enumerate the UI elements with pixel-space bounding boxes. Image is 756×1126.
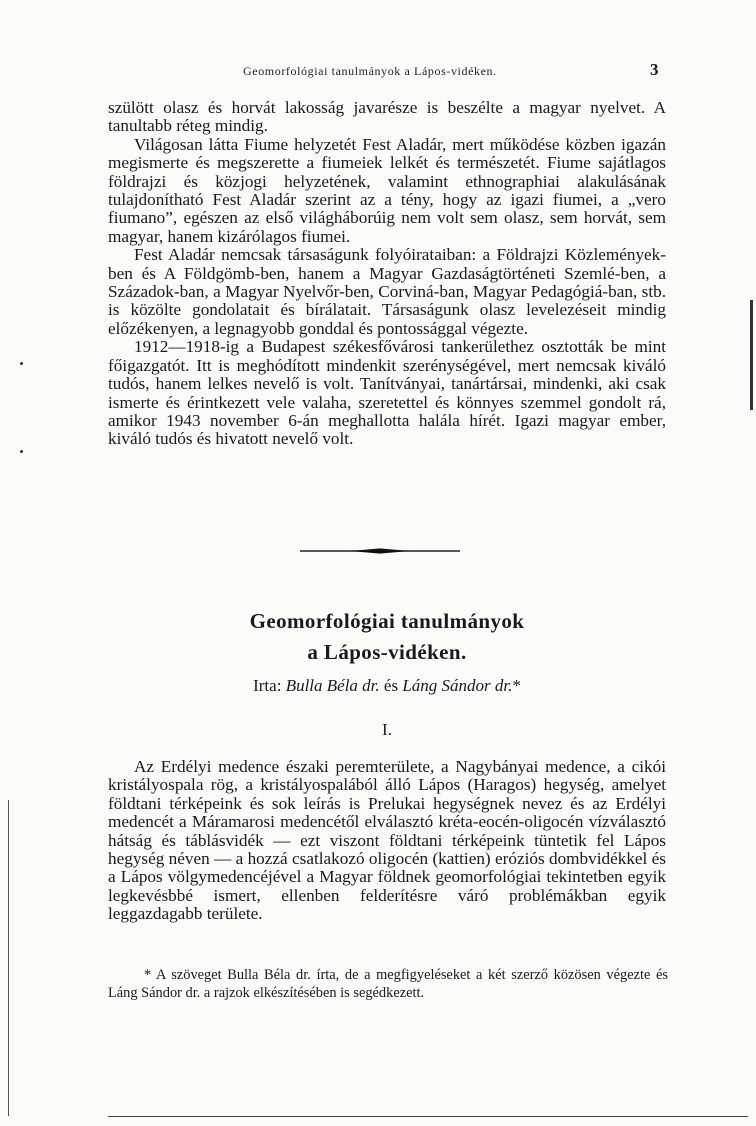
footnote-text: * A szöveget Bulla Béla dr. írta, de a megfigyeléseket a két szerző közösen végezte és Láng Sándor dr. a rajzok elkészítésében is segédkezett. [108, 967, 668, 1001]
scan-mark [20, 362, 23, 365]
paragraph: Fest Aladár nemcsak társaságunk folyóirataiban: a Földrajzi Közlemények-ben és A Földgömb-ben, hanem a Magyar Gazdaságtörténeti Szemlé-ben, a Századok-ban, a Magyar Nyelvőr-ben, Corviná-ban, Magyar Pedagógiá-ban, stb. is közölte gondolatait és bírálatait. Társaságunk olasz levelezéseit mindig előzékenyen, a legnagyobb gonddal és pontossággal végezte. [108, 245, 666, 338]
author-name: Láng Sándor dr. [402, 676, 513, 695]
article-text [108, 758, 666, 924]
scan-edge-line [108, 1116, 748, 1117]
section-number: I. [382, 720, 392, 739]
page-number: 3 [650, 60, 659, 79]
author-name: Bulla Béla dr. [285, 676, 380, 695]
scan-mark [20, 450, 23, 453]
article-title-line: Geomorfológiai tanulmányok [249, 609, 525, 633]
footnote-mark: * [512, 676, 521, 695]
paragraph: 1912—1918-ig a Budapest székesfővárosi tankerülethez osztották be mint főigazgatót. Itt is meghódított mindenkit szerénységével, mert nemcsak kiváló tudós, hanem lelkes nevelő is volt. Tanítványai, tanártársai, mindenki, aki csak ismerte és érintkezett vele valaha, szeretettel és könnyes szemmel gondolt rá, amikor 1943 november 6-án meghallotta halála hírét. Igazi magyar ember, kiváló tudós és hivatott nevelő volt. [108, 337, 666, 449]
paragraph: szülött olasz és horvát lakosság javarésze is beszélte a magyar nyelvet. A tanultabb réteg mindig. [108, 98, 666, 136]
footnote [108, 966, 668, 1002]
paragraph: Világosan látta Fiume helyzetét Fest Aladár, mert működése közben igazán megismerte és megszerette a fiumeiek lelkét és természetét. Fiume sajátlagos földrajzi és közjogi helyzetének, valamint ethnographiai alakulásának tulajdonítható Fest Aladár szerint az a tény, hogy az igazi fiumei, a „vero fiumano”, egészen az első világháborúig nem volt sem olasz, sem horvát, sem magyar, hanem kizárólagos fiumei. [108, 134, 666, 246]
section-divider [300, 548, 460, 554]
byline [108, 676, 666, 696]
obituary-text [108, 99, 666, 449]
article-title-line: a Lápos-vidéken. [307, 640, 467, 664]
running-title: Geomorfológiai tanulmányok a Lápos-vidéken. [243, 64, 497, 78]
byline-prefix: Irta: [253, 676, 282, 695]
article-title [108, 606, 666, 668]
scan-edge-line [8, 800, 9, 1116]
scan-mark [750, 300, 753, 410]
byline-conjunction: és [383, 676, 399, 695]
paragraph: Az Erdélyi medence északi peremterülete, a Nagybányai medence, a cikói kristályospala rög, a kristályospalából álló Lápos (Haragos) hegység, amelyet földtani térképeink és sok leírás is Prelukai hegységnek nevez és az Erdélyi medencét a Máramarosi medencétől elválasztó kréta-eocén-oligocén vízválasztó hátság és táblásvidék — ezt viszont földtani térképeink tüntetik fel Lápos hegység néven — a hozzá csatlakozó oligocén (kattien) eróziós dombvidékkel és a Lápos völgymedencéjével a Magyar földnek geomorfológiai tekintetben egyik legkevésbbé ismert, ellenben felderítésre váró problémákban egyik leggazdagabb területe. [108, 757, 666, 924]
